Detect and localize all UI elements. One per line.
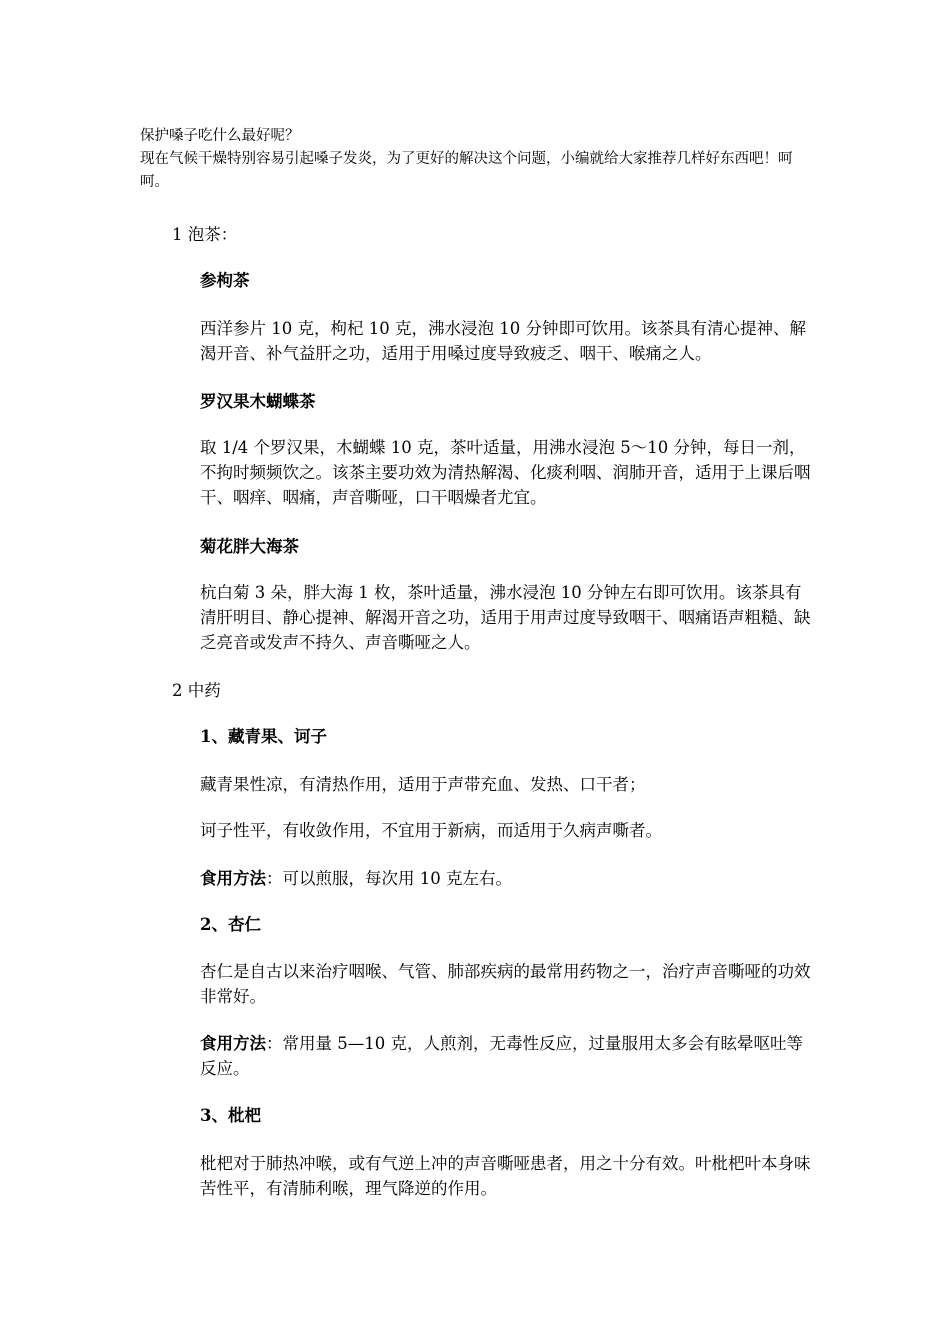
tea-1-name: 参枸茶 [200, 271, 250, 290]
tea-2-name: 罗汉果木蝴蝶茶 [200, 392, 316, 411]
herb-1-usage-label: 食用方法 [200, 869, 266, 888]
tea-3-desc: 杭白菊 3 朵，胖大海 1 枚，茶叶适量，沸水浸泡 10 分钟左右即可饮用。该茶具有清肝明目、静心提神、解渴开音之功，适用于用声过度导致咽干、咽痛语声粗糙、缺乏亮音或发声不持久、声音嘶哑之人。 [200, 583, 811, 652]
herb-1-name: 1、藏青果、诃子 [200, 727, 327, 746]
herb-1-usage [200, 866, 812, 891]
tea-1-desc: 西洋参片 10 克，枸杞 10 克，沸水浸泡 10 分钟即可饮用。该茶具有清心提神、解渴开音、补气益肝之功，适用于用嗓过度导致疲乏、咽干、喉痛之人。 [200, 319, 806, 363]
herb-3-p1: 枇杷对于肺热冲喉，或有气逆上冲的声音嘶哑患者，用之十分有效。叶枇杷叶本身味苦性平，有清肺利喉，理气降逆的作用。 [200, 1154, 811, 1198]
intro-title: 保护嗓子吃什么最好呢？ [140, 128, 300, 144]
herb-2-p1: 杏仁是自古以来治疗咽喉、气管、肺部疾病的最常用药物之一，治疗声音嘶哑的功效非常好。 [200, 962, 811, 1006]
herb-2-usage-label: 食用方法 [200, 1034, 266, 1053]
section-2-title: 2 中药 [172, 681, 221, 700]
intro-text: 现在气候干燥特别容易引起嗓子发炎，为了更好的解决这个问题，小编就给大家推荐几样好东西吧！呵呵。 [140, 151, 793, 190]
section-1-title: 1 泡茶： [172, 225, 238, 244]
herb-2-usage [200, 1031, 812, 1081]
herb-1-p2: 诃子性平，有收敛作用，不宜用于新病，而适用于久病声嘶者。 [200, 821, 662, 840]
herb-2-usage-text: ：常用量 5—10 克，人煎剂，无毒性反应，过量服用太多会有眩晕呕吐等反应。 [200, 1034, 803, 1078]
herb-2-name: 2、杏仁 [200, 915, 261, 934]
herb-3-name: 3、枇杷 [200, 1106, 261, 1125]
tea-3-name: 菊花胖大海茶 [200, 537, 299, 556]
herb-1-usage-text: ：可以煎服，每次用 10 克左右。 [266, 869, 512, 888]
tea-2-desc: 取 1/4 个罗汉果，木蝴蝶 10 克，茶叶适量，用沸水浸泡 5～10 分钟，每日一剂，不拘时频频饮之。该茶主要功效为清热解渴、化痰利咽、润肺开音，适用于上课后咽干、咽痒、咽痛，声音嘶哑，口干咽燥者尤宜。 [200, 438, 811, 507]
herb-1-p1: 藏青果性凉，有清热作用，适用于声带充血、发热、口干者； [200, 775, 646, 794]
intro [140, 125, 812, 194]
